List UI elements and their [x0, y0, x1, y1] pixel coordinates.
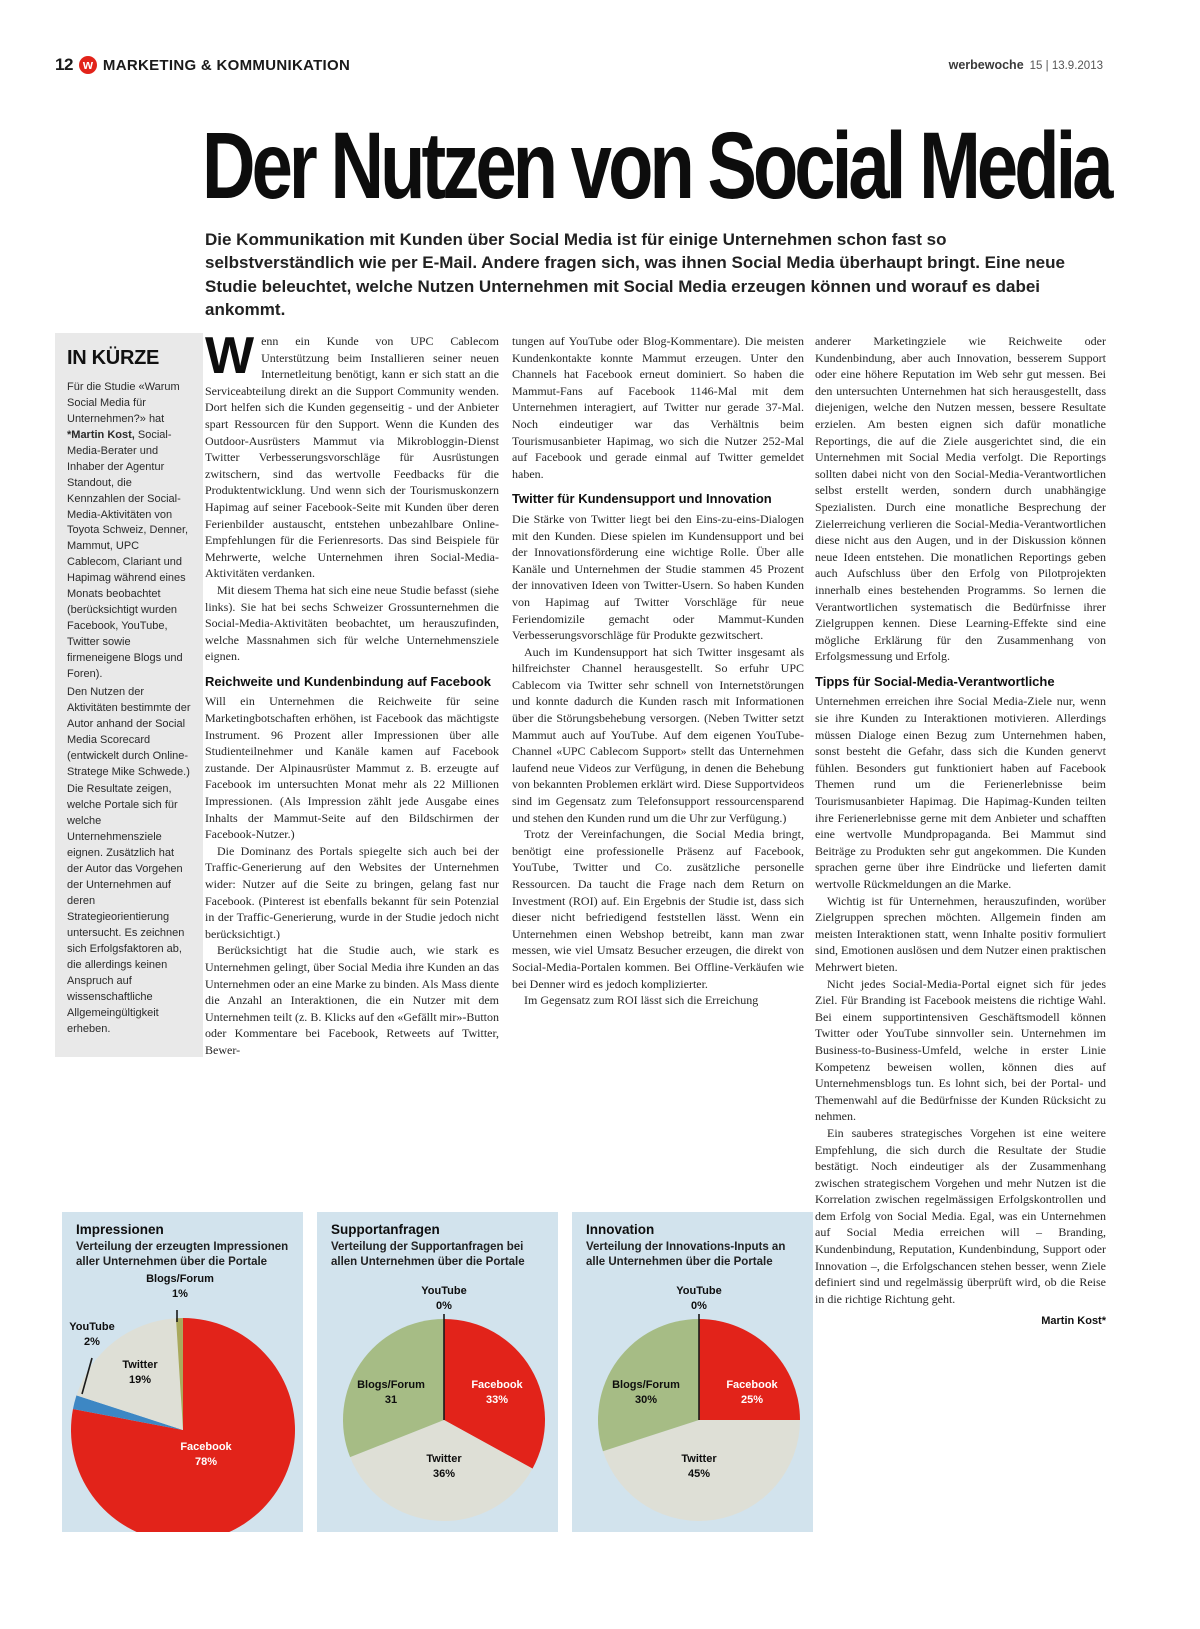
- sidebar-text: Social-Media-Berater und Inhaber der Agentur Standout, die Kennzahlen der Social-Media-Aktivitäten von Toyota Schweiz, Denner, Mammut, UPC Cablecom, Clariant und Hapimag während eines Monats beobachtet (berücksichtigt wurden Facebook, YouTube, Twitter sowie firmeneigene Blogs und Foren).: [67, 428, 189, 680]
- slice-label-blogs-forum: [339, 1378, 443, 1408]
- masthead: werbewoche: [948, 58, 1024, 72]
- article-paragraph: Auch im Kundensupport hat sich Twitter insgesamt als hilfreichster Channel herausgestellt. So erfuhr UPC Cablecom via Twitter sehr schnell von Internetstörungen und konnte dadurch die Kunden rasch mit Informationen über die Störungsbehebung versorgen. (Neben Twitter setzt Mammut auch auf YouTube. Auf dem eigenen YouTube-Channel «UPC Cablecom Support» stellt das Unternehmen laufend neue Videos zur Verfügung, in denen die Behebung von bekannten Problemen erklärt wird. Diese Supportvideos sind im Gegensatz zum Telefonsupport ressourcensparend und stehen den Kunden rund um die Uhr zur Verfügung.): [512, 644, 804, 825]
- slice-value: 36%: [432, 1467, 456, 1480]
- chart-subtitle: Verteilung der Innovations-Inputs an alle Unternehmen über die Portale: [586, 1241, 786, 1268]
- sidebar-paragraph: Den Nutzen der Aktivitäten bestimmte der Autor anhand der Social Media Scorecard (entwickelt durch Online-Stratege Mike Schwede.): [67, 685, 191, 778]
- author-name: *Martin Kost,: [67, 428, 135, 441]
- slice-value: 1%: [172, 1287, 188, 1300]
- article-paragraph: Will ein Unternehmen die Reichweite für seine Marketingbotschaften erhöhen, ist Facebook das mächtigste Instrument. 96 Prozent aller Impressionen über alle Studienteilnehmer und Kanäle kamen auf Facebook zustande. Der Alpinausrüster Mammut z. B. erzeugte auf Facebook im untersuchten Monat mehr als 22 Millionen Impressionen. (Als Impression zählt jede Ausgabe eines Inhalts der Mammut-Seite auf den Bildschirmen der Facebook-Nutzer.): [205, 694, 499, 842]
- article-paragraph: Wichtig ist für Unternehmen, herauszufinden, worüber Zielgruppen sprechen möchten. Allgemein finden am meisten Interaktionen statt, wenn Inhalte positiv formuliert sind, Emotionen auslösen und dem Nutzer einen praktischen Mehrwert bieten.: [815, 893, 1106, 974]
- slice-value: 0%: [436, 1299, 452, 1312]
- chart-panel-innovation: [572, 1212, 813, 1532]
- slice-value: 78%: [194, 1455, 218, 1468]
- drop-cap: W: [205, 333, 255, 385]
- slice-value: 31: [384, 1393, 398, 1406]
- issue-date: 15 | 13.9.2013: [1029, 60, 1103, 72]
- slice-name: YouTube: [421, 1285, 467, 1297]
- sidebar-title: IN KÜRZE: [67, 347, 160, 369]
- subheading-twitter: Twitter für Kundensupport und Innovation: [512, 491, 772, 507]
- slice-value: 30%: [634, 1393, 658, 1406]
- slice-name: Facebook: [726, 1379, 778, 1391]
- article-paragraph: Ein sauberes strategisches Vorgehen ist eine weitere Empfehlung, die sich durch die Resultate der Studie bestätigt. Noch eindeutiger als der Zusammenhang zwischen strategischem Vorgehen und mehr Nutzen ist die Korrelation zwischen regelmässigen Erfolgskontrollen und dem Erfolg von Social Media. Egal, was ein Unternehmen auf Social Media erreichen will – Branding, Kundenbindung, Reputation, Kundenbindung, Support oder Innovation –, die Erfolgschancen stehen besser, wenn Ziele definiert sind und regelmässig überprüft wird, ob die Reise in die richtige Richtung geht.: [815, 1125, 1106, 1306]
- article-paragraph: tungen auf YouTube oder Blog-Kommentare). Die meisten Kundenkontakte konnte Mammut erzeugen. Unter den Channels hat Facebook erneut dominiert. So haben die Mammut-Fans auf Facebook 1146-Mal mit dem Unternehmen interagiert, auf Twitter nur gerade 37-Mal. Noch eindeutiger war das Verhältnis beim Tourismusanbieter Hapimag, wo sich die Nutzer 252-Mal auf Facebook und gerade einmal auf Twitter gemeldet haben.: [512, 334, 804, 481]
- slice-name: Blogs/Forum: [357, 1379, 425, 1391]
- article-paragraph: Trotz der Vereinfachungen, die Social Media bringt, benötigt eine professionelle Präsenz auf Facebook, YouTube, Twitter und Co. zusätzliche personelle Ressourcen. Da taucht die Frage nach dem Return on Investment (ROI) auf. Ein Ergebnis der Studie ist, dass sich dieser nicht befriedigend feststellen lässt. Wenn ein Unternehmen einen Webshop betreibt, kann man zwar messen, wie viel Umsatz Besucher erzeugen, die direkt von Social-Media-Portalen kommen. Bei Offline-Verkäufen wie bei Denner wird es jedoch komplizierter.: [512, 827, 804, 991]
- article-paragraph: Im Gegensatz zum ROI lässt sich die Erreichung: [524, 993, 759, 1008]
- article-column-1: [205, 333, 499, 1166]
- slice-label-facebook: [710, 1378, 794, 1408]
- slice-name: Twitter: [681, 1453, 717, 1465]
- chart-panel-supportanfragen: [317, 1212, 558, 1532]
- chart-subtitle: Verteilung der erzeugten Impressionen aller Unternehmen über die Portale: [76, 1241, 289, 1268]
- sidebar-paragraph: [67, 380, 191, 683]
- slice-name: Twitter: [426, 1453, 462, 1465]
- slice-name: Blogs/Forum: [612, 1379, 680, 1391]
- page-number: 12: [55, 55, 73, 74]
- slice-label-youtube: [384, 1284, 504, 1314]
- subheading-reichweite: Reichweite und Kundenbindung auf Facebook: [205, 673, 492, 689]
- article-lead: Die Kommunikation mit Kunden über Social Media ist für einige Unternehmen schon fast so selbstverständlich wie per E-Mail. Andere fragen sich, was ihnen Social Media überhaupt bringt. Eine neue Studie beleuchtet, welche Nutzen Unternehmen mit Social Media erzeugen können und worauf es dabei ankommt.: [205, 230, 1065, 319]
- article-column-3: [815, 333, 1106, 1533]
- article-paragraph: Die Dominanz des Portals spiegelte sich auch bei der Traffic-Generierung auf den Websites der Unternehmen wider: Nutzer auf die Seite zu bringen, gelang fast nur Facebook. (Pinterest ist ebenfalls bekannt für sein Potenzial in der Traffic-Generierung, wurde in der Studie jedoch nicht berücksichtigt.): [205, 843, 499, 941]
- slice-value: 2%: [84, 1335, 100, 1348]
- sidebar-paragraph: Die Resultate zeigen, welche Portale sich für welche Unternehmensziele eignen. Zusätzlich hat der Autor das Vorgehen der Unternehmen auf deren Strategieorientierung untersucht. Es zeichnen sich Erfolgsfaktoren ab, die allerdings keinen Anspruch auf wissenschaftliche Allgemeingültigkeit erheben.: [67, 783, 185, 1035]
- paragraph-text: enn ein Kunde von UPC Cablecom Unterstützung beim Installieren seiner neuen Internetleitung benötigt, kann er sich statt an die Serviceabteilung direkt an die Support Community wenden. Dort helfen sich die Kunden gegenseitig - und der Anbieter spart Ressourcen für den Support. Wenn die Kunden des Outdoor-Ausrüsters Mammut via Mikrobloggin-Dienst Twitter Verbesserungsvorschläge für Ausrüstungen zwitschern, sind das wertvolle Feedbacks für die Produktentwicklung. Und wenn sich der Tourismuskonzern Hapimag auf seiner Facebook-Seite mit Kunden über deren Ferienbilder austauscht, entstehen unbezahlbare Online-Empfehlungen für die Ferienresorts. Das sind Beispiele für Mehrwerte, welche Unternehmen ihren Social-Media-Aktivitäten verdanken.: [205, 334, 499, 581]
- article-paragraph: Unternehmen erreichen ihre Social Media-Ziele nur, wenn sie ihre Kunden zu Interaktionen motivieren. Allerdings müssen Dialoge einen Bezug zum Unternehmen haben, sonst besteht die Gefahr, dass sich die Kunden genervt fühlen. Besonders gut funktioniert haben auf Facebook Themen rund um die Ferienerlebnisse beim Tourismusanbieter Hapimag. Die Hapimag-Kunden teilten ihre Ferienerlebnisse gerne mit dem Anbieter und schafften eine wertvolle Mundpropaganda. Bei Mammut sind Beiträge zu Produkten sehr gut angekommen. Die Kunden sprachen gerne über ihre Eindrücke und lieferten damit wertvolle Rückmeldungen an die Marke.: [815, 694, 1106, 891]
- slice-label-twitter: [384, 1452, 504, 1482]
- slice-name: Facebook: [180, 1441, 232, 1453]
- slice-value: 0%: [691, 1299, 707, 1312]
- slice-name: Twitter: [122, 1359, 158, 1371]
- article-paragraph: Berücksichtigt hat die Studie auch, wie stark es Unternehmen gelingt, über Social Media ihre Kunden an das Unternehmen oder an eine Marke zu binden. Als Mass diente die Anzahl an Interaktionen, die ein Nutzer mit dem Unternehmen teilt (z. B. Klicks auf den «Gefällt mir»-Button oder Kommentare bei Facebook, Retweets auf Twitter, Bewer-: [205, 943, 499, 1057]
- article-paragraph: anderer Marketingziele wie Reichweite oder Kundenbindung, aber auch Innovation, besserem Support oder eine höhere Reputation im Web sehr gut messen. Bei den untersuchten Unternehmen hat sich herausgestellt, dass diejenigen, welche den Nutzen messen, bessere Resultate erzielen. Am besten eignen sich dafür monatliche Reportings, die auf die Ziele ausgerichtet sind, die ein Unternehmen mit Social Media verfolgt. Die Reportings sollten dabei nicht von den Social-Media-Verantwortlichen selbst erstellt werden, sondern durch unabhängige Spezialisten. Durch eine monatliche Besprechung der Zielerreichung verlieren die Social-Media-Verantwortlichen diese nicht aus den Augen, und in der Diskussion können neue Ideen entstehen. Die monatlichen Reportings geben auch Aufschluss über den Erfolg von Pilotprojekten innerhalb eines bestehenden Programms. So lernen die Verantwortlichen systematisch die Bedürfnisse ihrer Zielgruppen kennen. Diese Learning-Effekte sind eine mögliche Erklärung für den Zusammenhang von Erfolgsmessung und Erfolg.: [815, 334, 1106, 664]
- slice-name: Blogs/Forum: [146, 1273, 214, 1285]
- slice-label-twitter: [639, 1452, 759, 1482]
- slice-label-twitter: [102, 1358, 178, 1388]
- article-column-2: [512, 333, 804, 1166]
- slice-value: 19%: [128, 1373, 152, 1386]
- slice-label-youtube: [639, 1284, 759, 1314]
- author-byline: Martin Kost*: [1041, 1315, 1106, 1328]
- sidebar-text: Für die Studie «Warum Social Media für Unternehmen?» hat: [67, 381, 180, 425]
- chart-title: Supportanfragen: [331, 1222, 440, 1237]
- slice-value: 25%: [740, 1393, 764, 1406]
- article-paragraph: Mit diesem Thema hat sich eine neue Studie befasst (siehe links). Sie hat bei sechs Schweizer Grossunternehmen die Social-Media-Aktivitäten beobachtet, um herauszufinden, welche Massnahmen sich für welche Unternehmensziele eignen.: [205, 582, 499, 664]
- slice-label-youtube: [62, 1320, 124, 1350]
- article-paragraph: Die Stärke von Twitter liegt bei den Eins-zu-eins-Dialogen mit den Kunden. Diese spielen im Kundensupport und bei der Innovationsförderung eine wichtige Rolle. Über alle Kanäle und Unternehmen der Studie stammen 45 Prozent der innovativen Ideen von Twitter-Usern. So haben Kunden von Hapimag auf Twitter Vorschläge für neue Feriendomizile gemacht oder Mammut-Kunden Verbesserungsvorschläge für Produkte gezwitschert.: [512, 511, 804, 643]
- slice-label-blogs-forum: [120, 1272, 240, 1302]
- chart-panel-impressionen: [62, 1212, 303, 1532]
- slice-value: 45%: [687, 1467, 711, 1480]
- chart-title: Impressionen: [76, 1222, 164, 1237]
- chart-title: Innovation: [586, 1222, 655, 1237]
- slice-name: YouTube: [676, 1285, 722, 1297]
- slice-name: YouTube: [69, 1321, 115, 1333]
- subheading-tipps: Tipps für Social-Media-Verantwortliche: [815, 673, 1055, 689]
- slice-label-facebook: [455, 1378, 539, 1408]
- page-header: [55, 55, 1103, 75]
- article-paragraph: [205, 333, 499, 582]
- in-kuerze-box: [55, 333, 203, 1057]
- masthead-date: [949, 58, 1103, 72]
- chart-subtitle: Verteilung der Supportanfragen bei allen Unternehmen über die Portale: [331, 1241, 525, 1268]
- werbewoche-logo-icon: w: [79, 56, 97, 74]
- slice-name: Facebook: [471, 1379, 523, 1391]
- article-paragraph: Nicht jedes Social-Media-Portal eignet sich für jedes Ziel. Für Branding ist Facebook meistens die richtige Wahl. Bei einem supportintensiven Geschäftsmodell können Twitter oder YouTube sinnvoller sein. Unternehmen im Business-to-Business-Umfeld, welche in erster Linie Kompetenz beweisen wollen, können dies auf Unternehmensblogs tun. Es lohnt sich, bei der Portal- und Themenwahl auf die Bedürfnisse der Kunden Rücksicht zu nehmen.: [815, 976, 1106, 1124]
- slice-value: 33%: [485, 1393, 509, 1406]
- section-title: MARKETING & KOMMUNIKATION: [102, 56, 351, 74]
- slice-label-blogs-forum: [594, 1378, 698, 1408]
- article-headline: Der Nutzen von Social Media: [202, 113, 1110, 219]
- slice-label-facebook: [154, 1440, 258, 1470]
